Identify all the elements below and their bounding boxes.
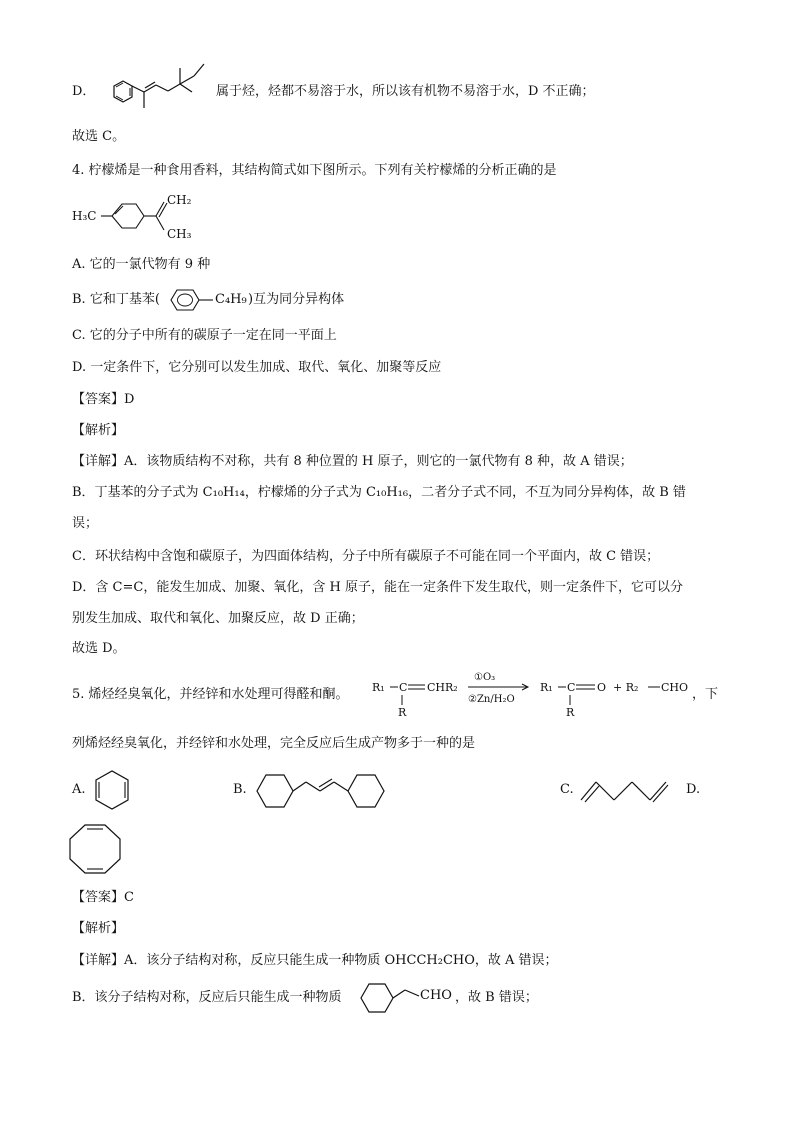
q5-stem-part2: 列烯烃经臭氧化，并经锌和水处理，完全反应后生成产物多于一种的是 xyxy=(72,736,476,751)
product-r1: R₁ xyxy=(540,681,553,694)
ozonolysis-reaction xyxy=(370,668,700,724)
q4-detail-b-1: B．丁基苯的分子式为 C₁₀H₁₄，柠檬烯的分子式为 C₁₀H₁₆，二者分子式不同，不互为同分异构体，故 B 错 xyxy=(72,485,686,500)
product-o: O xyxy=(597,681,607,694)
q5-option-c-structure xyxy=(576,770,676,810)
q4-detail-b-2: 误； xyxy=(72,516,99,531)
cond-ozone: ①O₃ xyxy=(474,672,496,683)
q3-conclusion: 故选 C。 xyxy=(72,129,126,144)
product-cho: CHO xyxy=(661,681,689,694)
product-plus-r2: + R₂ xyxy=(613,681,639,694)
q4-option-c: C. 它的分子中所有的碳原子一定在同一平面上 xyxy=(72,328,337,343)
ch3-label: CH₃ xyxy=(167,227,192,241)
q5-detail-a: 【详解】A．该分子结构对称，反应只能生成一种物质 OHCCH₂CHO，故 A 错误； xyxy=(72,953,558,968)
q5-option-d-structure xyxy=(68,822,128,880)
q5-stem-tail: ，下 xyxy=(692,687,719,702)
q5-detail-b-structure xyxy=(355,978,425,1018)
q4-detail-c: C．环状结构中含饱和碳原子，为四面体结构，分子中所有碳原子不可能在同一个平面内，故 C 错误； xyxy=(72,549,660,564)
q4-answer: 【答案】D xyxy=(72,392,135,407)
q4-detail-d-1: D．含 C=C，能发生加成、加聚、氧化，含 H 原子，能在一定条件下发生取代，则一定条件下，它可以分 xyxy=(72,580,683,595)
q4-option-b-post: )互为同分异构体 xyxy=(248,292,345,307)
q5-option-c-label: C. xyxy=(560,782,574,797)
r-label: R xyxy=(398,706,407,719)
option-d-text: 属于烃，烃都不易溶于水，所以该有机物不易溶于水，D 不正确； xyxy=(216,84,595,99)
chr2-label: CHR₂ xyxy=(427,681,458,694)
q4-stem: 4. 柠檬烯是一种食用香料，其结构简式如下图所示。下列有关柠檬烯的分析正确的是 xyxy=(72,163,557,178)
q5-option-b-label: B. xyxy=(233,782,247,797)
q5-stem-part1: 5. 烯烃经臭氧化，并经锌和水处理可得醛和酮。 xyxy=(72,687,349,702)
product-c: C xyxy=(567,681,576,694)
q5-detail-b-post: ，故 B 错误； xyxy=(455,990,538,1005)
q4-option-b-pre: B. 它和丁基苯( xyxy=(72,292,160,307)
r1-label: R₁ xyxy=(372,681,385,694)
limonene-structure xyxy=(72,188,202,248)
q5-detail-b-cho: CHO xyxy=(420,988,452,1003)
q5-answer: 【答案】C xyxy=(72,890,134,905)
q5-option-a-structure xyxy=(88,768,138,814)
q5-option-d-label: D. xyxy=(686,782,701,797)
q4-option-b-group: C₄H₉ xyxy=(215,292,247,307)
ch2-label: CH₂ xyxy=(167,193,192,207)
option-d-label: D． xyxy=(72,84,96,99)
q4-option-a: A. 它的一氯代物有 9 种 xyxy=(72,257,211,272)
q4-detail-a: 【详解】A．该物质结构不对称，共有 8 种位置的 H 原子，则它的一氯代物有 8 种，故 A 错误； xyxy=(72,454,633,469)
cond-zn: ②Zn/H₂O xyxy=(468,694,515,705)
q5-option-b-structure xyxy=(252,768,402,814)
q4-option-d: D. 一定条件下，它分别可以发生加成、取代、氧化、加聚等反应 xyxy=(72,360,442,375)
q4-analysis-heading: 【解析】 xyxy=(72,423,125,438)
q5-analysis-heading: 【解析】 xyxy=(72,921,125,936)
c-label: C xyxy=(399,681,408,694)
q5-option-a-label: A. xyxy=(72,782,86,797)
q4-conclusion: 故选 D。 xyxy=(72,641,126,656)
product-r: R xyxy=(566,706,575,719)
h3c-label: H₃C xyxy=(72,209,97,223)
q4-detail-d-2: 别发生加成、取代和氧化、加聚反应，故 D 正确； xyxy=(72,611,364,626)
q5-detail-b-pre: B．该分子结构对称，反应后只能生成一种物质 xyxy=(72,990,342,1005)
q3-d-structure xyxy=(96,56,221,121)
